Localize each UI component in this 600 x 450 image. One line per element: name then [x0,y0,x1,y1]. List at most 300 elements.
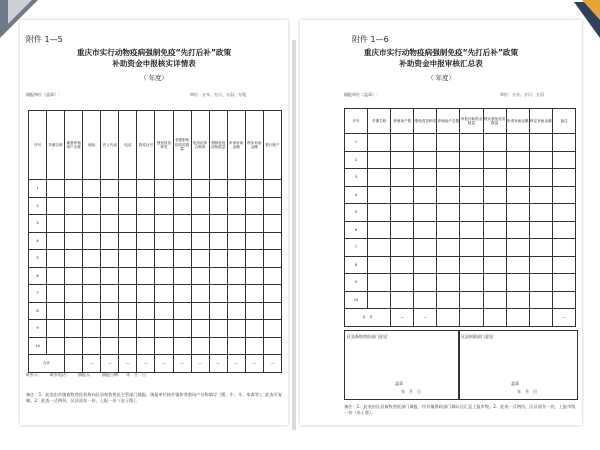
column-header: 核实强免疫苗数量 [483,109,506,134]
table-row [29,180,282,198]
column-header: 序号 [345,109,368,134]
table-row [29,320,282,338]
column-header: 申报补助资金数量 [460,109,483,134]
table-cell [483,256,506,274]
total-cell: — [119,355,137,373]
date-label: 年 月 日 [517,389,537,394]
row-number: 3 [345,169,368,187]
table-cell [263,180,281,198]
table-cell [173,285,191,303]
table-cell [552,239,575,257]
total-cell [437,309,460,327]
table-cell [101,320,119,338]
table-cell [552,274,575,292]
table-cell [47,180,65,198]
table-cell [191,285,209,303]
table-cell [460,204,483,222]
table-cell [65,320,83,338]
table-cell [368,204,391,222]
table-cell [552,221,575,239]
table-cell [65,337,83,355]
table-cell [209,267,227,285]
table-cell [368,186,391,204]
table-row [345,151,576,169]
table-cell [460,186,483,204]
table-cell [101,197,119,215]
table-cell [47,232,65,250]
document-page-left [20,20,288,425]
total-row [29,355,282,373]
total-cell [529,309,552,327]
table-cell [552,291,575,309]
table-cell [83,267,101,285]
table-cell [529,151,552,169]
total-cell: — [227,355,245,373]
row-number: 3 [29,215,47,233]
column-header: 乡镇名称 [47,111,65,180]
page-title-line1: 重庆市实行动物疫病强制免疫“先打后补”政策 [363,48,519,57]
table-cell [414,221,437,239]
table-cell [483,204,506,222]
table-cell [483,239,506,257]
total-cell: — [209,355,227,373]
total-cell: — [552,309,575,327]
table-cell [529,256,552,274]
table-cell [437,256,460,274]
table-cell [173,215,191,233]
row-number: 4 [29,232,47,250]
row-number: 10 [345,291,368,309]
table-cell [155,197,173,215]
table-row [29,250,282,268]
table-cell [227,302,245,320]
table-cell [191,267,209,285]
row-number: 8 [29,302,47,320]
table-cell [209,302,227,320]
table-cell [173,180,191,198]
filler-unit-label: 填报单位（盖章）： [344,92,380,97]
table-cell [483,151,506,169]
table-cell [83,232,101,250]
table-row [345,169,576,187]
table-cell [65,232,83,250]
row-number: 9 [345,274,368,292]
table-cell [460,291,483,309]
table-cell [368,256,391,274]
table-cell [263,285,281,303]
table-cell [245,180,263,198]
table-cell [263,267,281,285]
table-cell [414,186,437,204]
table-row [29,267,282,285]
total-row [345,309,576,327]
table-cell [391,221,414,239]
total-cell [506,309,529,327]
total-cell: — [155,355,173,373]
table-cell [227,197,245,215]
table-cell [209,197,227,215]
column-header: 乡镇名称 [368,109,391,134]
total-cell: — [137,355,155,373]
table-cell [65,250,83,268]
table-cell [173,250,191,268]
table-cell [506,274,529,292]
table-cell [173,320,191,338]
notes: 备注：1．此表由乡镇畜牧兽医机构向区县畜牧兽医主管部门填报。填报单位按乡镇和养殖场户名称填写（猪、牛、羊、家禽等），此表可复制。2．此表一式两份，区县留存一份，上报一份（电子版）。 [26,392,283,403]
table-cell [191,180,209,198]
table-header-row [29,111,282,180]
total-cell [65,355,83,373]
table-cell [414,274,437,292]
column-header: 法人代表 [101,111,119,180]
table-row [345,186,576,204]
table-cell [155,337,173,355]
table-cell [137,320,155,338]
table-cell [506,239,529,257]
table-cell [391,274,414,292]
column-header: 强制免疫动物数量 [209,111,227,180]
table-cell [245,302,263,320]
table-cell [506,221,529,239]
table-cell [83,215,101,233]
table-cell [414,239,437,257]
table-cell [209,180,227,198]
table-cell [483,186,506,204]
table-cell [119,180,137,198]
table-cell [245,215,263,233]
row-number: 6 [29,267,47,285]
table-cell [173,232,191,250]
table-cell [529,134,552,152]
table-cell [119,215,137,233]
table-cell [101,232,119,250]
sig-label-livestock: 区县畜牧兽医部门意见： [347,334,391,339]
table-cell [391,256,414,274]
table-cell [119,250,137,268]
row-number: 4 [345,186,368,204]
table-cell [173,197,191,215]
table-row [29,285,282,303]
total-cell: — [173,355,191,373]
table-cell [173,267,191,285]
table-cell [437,169,460,187]
column-header: 电话 [119,111,137,180]
column-header: 核定补助金额 [529,109,552,134]
table-cell [119,337,137,355]
table-cell [155,285,173,303]
column-header: 序号 [29,111,47,180]
table-row [29,197,282,215]
table-cell [227,267,245,285]
column-header: 非强制免疫疫苗数量 [173,111,191,180]
table-cell [83,337,101,355]
total-cell: — [191,355,209,373]
table-cell [47,215,65,233]
table-row [29,302,282,320]
table-cell [529,291,552,309]
table-cell [391,134,414,152]
total-cell: — [83,355,101,373]
table-cell [119,197,137,215]
total-label: 合 计 [345,309,391,327]
table-cell [483,291,506,309]
table-cell [552,204,575,222]
table-cell [83,285,101,303]
table-row [345,274,576,292]
table-cell [227,215,245,233]
year-label: （ 年度） [427,74,455,82]
seal-label: 盖章 [395,381,403,386]
table-cell [552,256,575,274]
annex-number: 附件 1—6 [352,35,389,44]
table-cell [506,256,529,274]
table-cell [263,320,281,338]
total-cell [460,309,483,327]
table-cell [391,204,414,222]
table-cell [65,197,83,215]
table-cell [65,180,83,198]
table-cell [506,134,529,152]
table-cell [414,169,437,187]
detail-table [28,110,282,373]
column-header: 申请补助金额 [227,111,245,180]
table-cell [414,256,437,274]
table-cell [65,302,83,320]
table-cell [191,337,209,355]
table-cell [437,186,460,204]
table-cell [263,215,281,233]
row-number: 5 [29,250,47,268]
table-cell [227,320,245,338]
table-cell [414,291,437,309]
table-cell [227,180,245,198]
table-cell [368,134,391,152]
table-row [345,239,576,257]
table-cell [47,320,65,338]
table-cell [483,169,506,187]
column-header: 畜禽养殖场户名称 [65,111,83,180]
table-cell [173,302,191,320]
total-cell: — [101,355,119,373]
table-cell [119,267,137,285]
table-cell [47,267,65,285]
table-cell [552,169,575,187]
table-cell [83,250,101,268]
table-cell [263,232,281,250]
table-cell [155,320,173,338]
total-cell: — [391,309,414,327]
table-cell [414,204,437,222]
table-cell [263,302,281,320]
table-cell [191,250,209,268]
table-cell [47,197,65,215]
table-cell [245,320,263,338]
footer-contact-line: 联系人： 联系电话： 填报人： 填报日期： 年 月 日 [26,372,146,377]
table-cell [506,204,529,222]
table-cell [119,302,137,320]
table-cell [137,197,155,215]
table-cell [245,232,263,250]
table-cell [137,215,155,233]
table-cell [47,285,65,303]
table-cell [119,285,137,303]
table-cell [368,239,391,257]
summary-table [344,108,576,327]
table-cell [47,337,65,355]
row-number: 6 [345,221,368,239]
table-row [29,215,282,233]
table-cell [529,221,552,239]
column-header: 养殖场户总数 [437,109,460,134]
unit-label: 单位：万头、万只、万羽、万尾 [190,92,246,97]
table-cell [529,186,552,204]
table-cell [529,204,552,222]
table-cell [101,285,119,303]
table-cell [137,250,155,268]
column-header: 强免疫苗种类 [155,111,173,180]
table-header-row [345,109,576,134]
table-cell [552,151,575,169]
table-cell [460,239,483,257]
table-cell [414,151,437,169]
table-cell [506,151,529,169]
table-cell [65,215,83,233]
table-cell [137,285,155,303]
table-cell [483,221,506,239]
table-row [345,134,576,152]
table-cell [137,302,155,320]
table-cell [437,274,460,292]
table-cell [245,337,263,355]
table-cell [437,221,460,239]
table-cell [155,215,173,233]
table-cell [506,186,529,204]
row-number: 2 [29,197,47,215]
table-cell [437,291,460,309]
notes: 备注：1．此表由区县畜牧兽医部门填报，经乡镇财政部门确认后汇总上报市级。2．此表一式两份，区县留存一份，上报市级一份（电子版）。 [344,404,576,415]
table-cell [101,250,119,268]
table-cell [155,267,173,285]
column-header: 申请补助金额 [506,109,529,134]
column-header: 防疫证号 [137,111,155,180]
table-cell [368,221,391,239]
column-header: 免疫抗体合格率 [191,111,209,180]
table-cell [391,291,414,309]
table-cell [506,169,529,187]
table-cell [460,274,483,292]
table-cell [368,274,391,292]
table-cell [483,134,506,152]
table-cell [227,250,245,268]
table-row [345,204,576,222]
table-cell [391,151,414,169]
table-cell [101,337,119,355]
table-cell [368,151,391,169]
table-row [345,256,576,274]
table-cell [191,197,209,215]
table-cell [437,239,460,257]
table-cell [101,267,119,285]
row-number: 10 [29,337,47,355]
table-cell [245,250,263,268]
table-cell [263,250,281,268]
table-cell [47,302,65,320]
page-title-line2: 补助资金申报核实详情表 [112,59,196,68]
page-title-line2: 补助资金申报审核汇总表 [399,59,483,68]
table-cell [83,180,101,198]
table-cell [263,337,281,355]
total-cell: — [414,309,437,327]
row-number: 5 [345,204,368,222]
table-cell [414,134,437,152]
row-number: 7 [345,239,368,257]
table-cell [173,337,191,355]
table-cell [437,204,460,222]
table-cell [65,267,83,285]
filler-unit-label: 填报单位（盖章）： [26,92,62,97]
table-cell [368,291,391,309]
table-row [345,221,576,239]
table-cell [483,274,506,292]
table-cell [191,320,209,338]
table-cell [227,337,245,355]
table-cell [245,267,263,285]
table-cell [209,250,227,268]
total-cell: — [245,355,263,373]
table-cell [368,169,391,187]
table-cell [460,134,483,152]
table-cell [506,291,529,309]
row-number: 2 [345,151,368,169]
unit-label: 单位：万头、万只、万羽 [500,92,544,97]
date-label: 年 月 日 [401,389,421,394]
table-cell [137,337,155,355]
table-cell [529,274,552,292]
seal-label: 盖章 [511,381,519,386]
table-cell [391,186,414,204]
table-cell [263,197,281,215]
table-cell [460,256,483,274]
table-cell [209,320,227,338]
table-cell [83,302,101,320]
table-cell [191,215,209,233]
table-cell [47,250,65,268]
table-cell [391,169,414,187]
annex-number: 附件 1—5 [26,35,63,44]
table-cell [119,320,137,338]
total-label: 合计 [29,355,65,373]
column-header: 地址 [83,111,101,180]
table-cell [209,232,227,250]
total-cell [483,309,506,327]
row-number: 1 [345,134,368,152]
column-header: 银行账户 [263,111,281,180]
table-cell [460,169,483,187]
row-number: 8 [345,256,368,274]
table-cell [155,232,173,250]
table-cell [101,180,119,198]
column-header: 强免疫苗种类 [414,109,437,134]
table-cell [209,337,227,355]
table-cell [137,180,155,198]
row-number: 9 [29,320,47,338]
table-cell [155,250,173,268]
table-cell [137,232,155,250]
table-cell [437,134,460,152]
table-cell [529,239,552,257]
table-row [29,337,282,355]
sig-box-finance [458,330,578,400]
